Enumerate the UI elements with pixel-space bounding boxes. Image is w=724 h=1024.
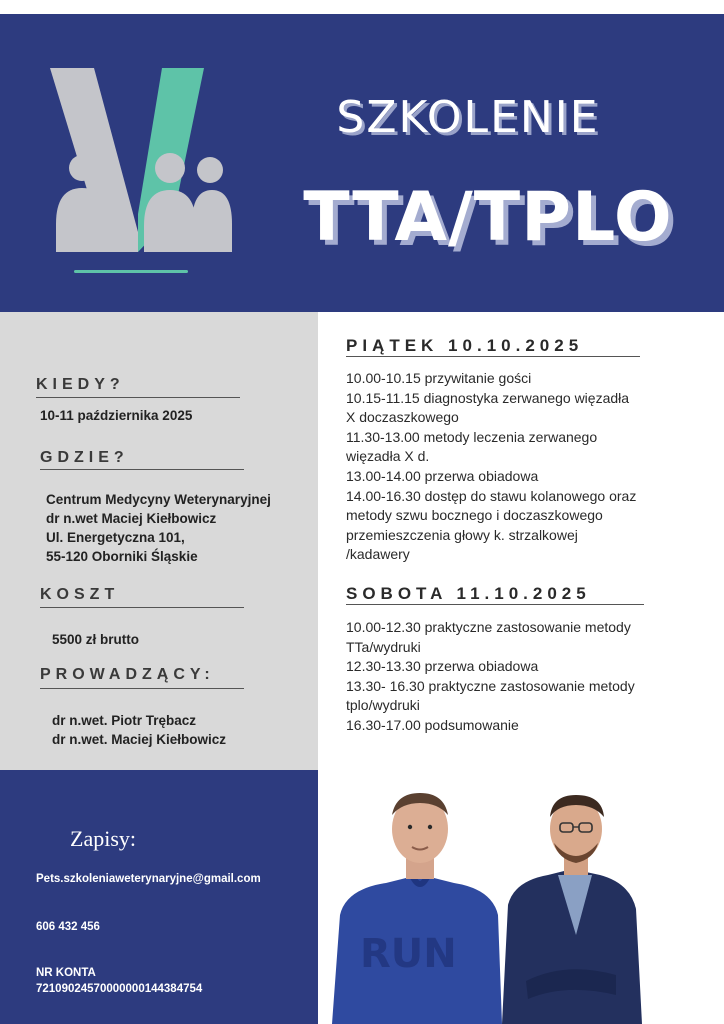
instructor-name: dr n.wet. Maciej Kiełbowicz xyxy=(52,732,227,747)
title-szkolenie: SZKOLENIE xyxy=(336,92,600,143)
schedule-line: TTa/wydruki xyxy=(346,638,421,655)
schedule-line: tplo/wydruki xyxy=(346,697,420,714)
schedule-line: X doczaszkowego xyxy=(346,409,459,426)
gdzie-address xyxy=(46,490,271,566)
address-line: dr n.wet Maciej Kiełbowicz xyxy=(46,511,217,526)
sobota-divider xyxy=(346,604,644,605)
schedule-line: 16.30-17.00 podsumowanie xyxy=(346,716,519,733)
instructor-1-figure xyxy=(332,793,502,1024)
koszt-value: 5500 zł brutto xyxy=(52,632,140,647)
account-block xyxy=(36,965,202,997)
schedule-line: 10.15-11.15 diagnostyka zerwanego więzadła xyxy=(346,389,630,406)
contact-phone[interactable]: 606 432 456 xyxy=(36,921,100,933)
schedule-line: 10.00-10.15 przywitanie gości xyxy=(346,370,532,386)
prowadzacy-divider xyxy=(40,688,244,689)
schedule-line: 13.00-14.00 przerwa obiadowa xyxy=(346,467,539,484)
address-line: Ul. Energetyczna 101, xyxy=(46,530,185,545)
shirt-run-text: RUN xyxy=(360,931,457,977)
koszt-divider xyxy=(40,607,244,608)
schedule-line: 11.30-13.00 metody leczenia zerwanego xyxy=(346,428,598,445)
schedule-line: więzadła X d. xyxy=(346,448,430,465)
schedule-line: metody szwu bocznego i doczaszkowego xyxy=(346,507,603,524)
title-tta-tplo: TTA/TPLO xyxy=(303,178,673,257)
account-number: 72109024570000000144384754 xyxy=(36,983,203,995)
sobota-heading: SOBOTA 11.10.2025 xyxy=(346,584,591,603)
contact-email[interactable]: Pets.szkoleniaweterynaryjne@gmail.com xyxy=(36,873,261,885)
schedule-line: 12.30-13.30 przerwa obiadowa xyxy=(346,658,539,675)
koszt-heading: KOSZT xyxy=(40,586,120,603)
kiedy-heading: KIEDY? xyxy=(36,376,125,393)
schedule-line: /kadawery xyxy=(346,546,410,563)
instructor-2-figure xyxy=(502,795,642,1024)
schedule-line: przemieszczenia głowy k. strzalkowej xyxy=(346,526,578,543)
schedule-line: 14.00-16.30 dostęp do stawu kolanowego oraz xyxy=(346,487,637,504)
schedule-line: 13.30- 16.30 praktyczne zastosowanie metody xyxy=(346,677,635,694)
address-line: Centrum Medycyny Weterynaryjnej xyxy=(46,492,271,507)
instructors-photo xyxy=(326,785,666,1024)
schedule-line: 10.00-12.30 praktyczne zastosowanie metody xyxy=(346,619,631,635)
gdzie-heading: GDZIE? xyxy=(40,449,129,466)
prowadzacy-heading: PROWADZĄCY: xyxy=(40,666,215,683)
prowadzacy-list xyxy=(52,711,226,749)
sobota-schedule xyxy=(346,618,635,736)
piatek-heading: PIĄTEK 10.10.2025 xyxy=(346,336,584,355)
logo-icon xyxy=(46,64,236,280)
gdzie-divider xyxy=(40,469,244,470)
kiedy-divider xyxy=(36,397,240,398)
account-label: NR KONTA xyxy=(36,967,96,979)
piatek-schedule xyxy=(346,369,636,565)
address-line: 55-120 Oborniki Śląskie xyxy=(46,549,198,564)
instructor-name: dr n.wet. Piotr Trębacz xyxy=(52,713,197,728)
piatek-divider xyxy=(346,356,640,357)
kiedy-value: 10-11 października 2025 xyxy=(40,408,193,423)
zapisy-heading: Zapisy: xyxy=(70,826,136,851)
